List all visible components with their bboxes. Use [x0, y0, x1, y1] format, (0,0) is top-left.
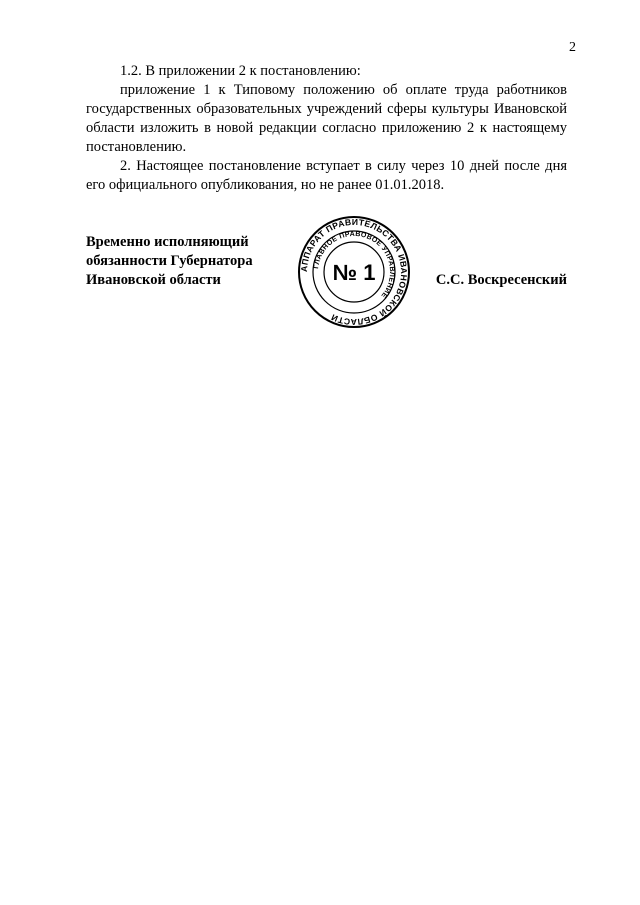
official-stamp — [298, 216, 410, 328]
stamp-center-text: № 1 — [332, 260, 376, 285]
signer-title-line: обязанности Губернатора — [86, 253, 253, 269]
paragraph-appendix: приложение 1 к Типовому положению об оплате труда работников государственных образовательных учреждений сферы культуры Ивановской области изложить в новой редакции согласно приложению 2 к настоящему постановлению. — [86, 82, 567, 155]
document-body — [86, 62, 567, 195]
paragraph-2: 2. Настоящее постановление вступает в силу через 10 дней после дня его официального опубликования, но не ранее 01.01.2018. — [86, 158, 567, 193]
signer-title-line: Ивановской области — [86, 272, 221, 288]
stamp-outer-text: АППАРАТ ПРАВИТЕЛЬСТВА ИВАНОВСКОЙ ОБЛАСТИ — [298, 216, 410, 328]
stamp-seal — [298, 216, 410, 328]
signer-title — [86, 233, 253, 290]
stamp-inner-text: ГЛАВНОЕ ПРАВОВОЕ УПРАВЛЕНИЕ — [313, 230, 396, 300]
page-number: 2 — [569, 40, 576, 55]
paragraph-1-2: 1.2. В приложении 2 к постановлению: — [120, 63, 361, 79]
signer-name: С.С. Воскресенский — [435, 272, 567, 288]
signer-title-line: Временно исполняющий — [86, 234, 249, 250]
